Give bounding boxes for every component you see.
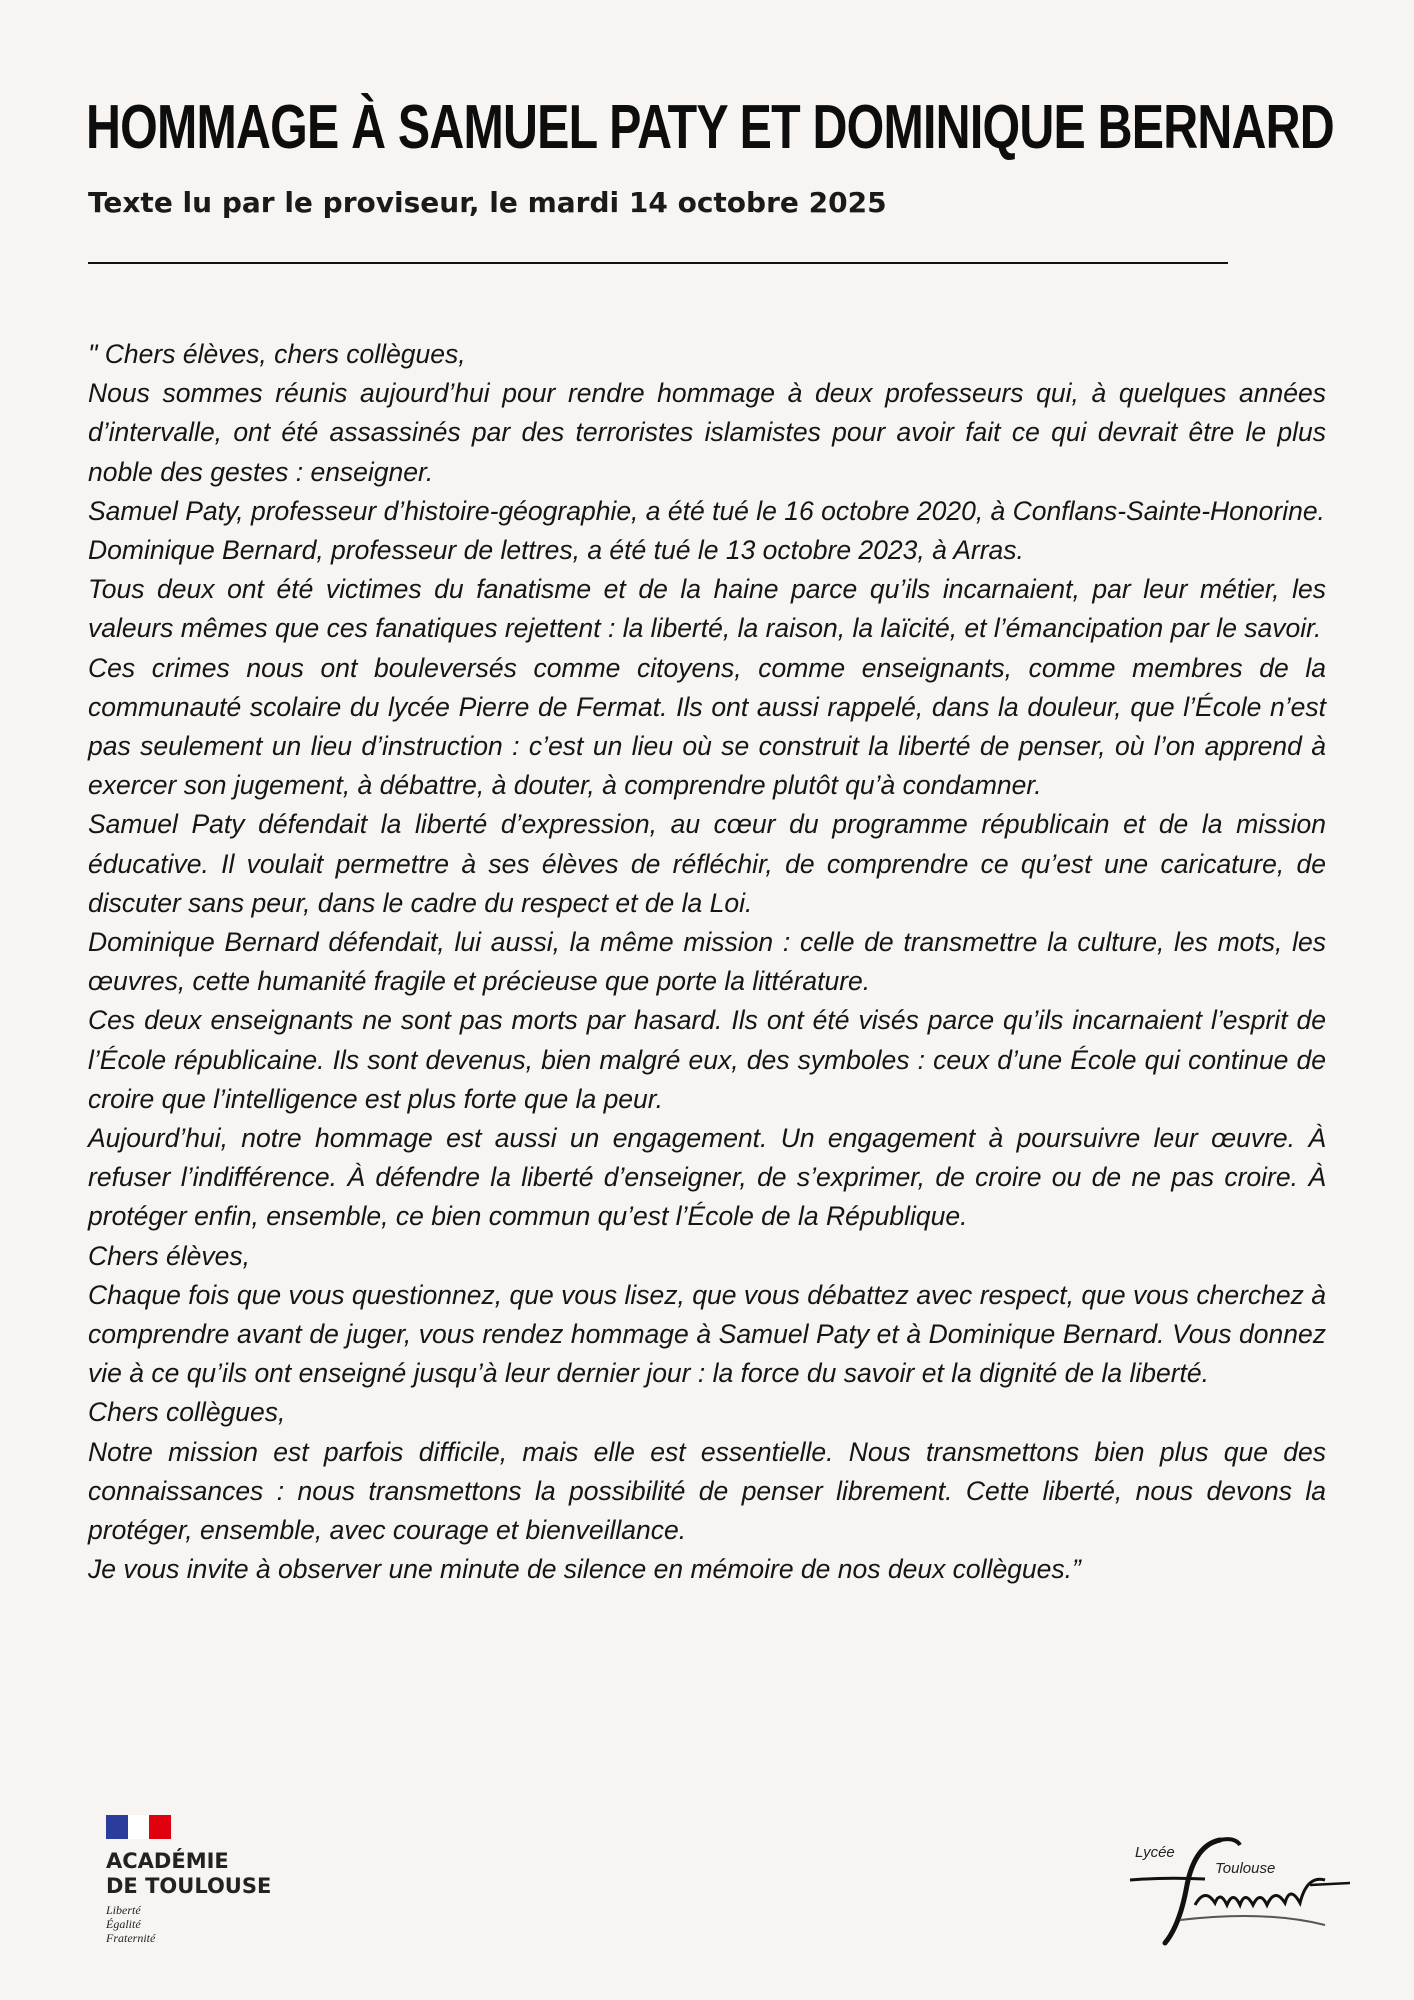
paragraph: Chers collègues, (88, 1397, 286, 1428)
paragraph: Dominique Bernard défendait, lui aussi, la même mission : celle de transmettre la culture, les mots, les œuvres, cette humanité fragile et précieuse que porte la littérature. (88, 927, 1326, 997)
paragraph: Chaque fois que vous questionnez, que vous lisez, que vous débattez avec respect, que vous cherchez à comprendre avant de juger, vous rendez hommage à Samuel Paty et à Dominique Bernard. Vous donnez vie à ce qu’ils ont enseigné jusqu’à leur dernier jour : la force du savoir et la dignité de la liberté. (88, 1279, 1326, 1389)
page-title: HOMMAGE À SAMUEL PATY ET DOMINIQUE BERNARD (86, 93, 1334, 162)
logo-toulouse-text: Toulouse (1215, 1860, 1276, 1877)
paragraph: Samuel Paty défendait la liberté d’expression, au cœur du programme républicain et de la mission éducative. Il voulait permettre à ses élèves de réfléchir, de comprendre ce qu’est une caricature, de discuter sans peur, dans le cadre du respect et de la Loi. (88, 809, 1326, 918)
devise-fraternite: Fraternité (106, 1931, 156, 1945)
academie-line1: ACADÉMIE (106, 1849, 229, 1873)
paragraph: Chers élèves, (88, 1240, 251, 1271)
paragraph: Dominique Bernard, professeur de lettres, a été tué le 13 octobre 2023, à Arras. (88, 535, 1024, 566)
paragraph: " Chers élèves, chers collègues, (88, 339, 466, 369)
title-divider (88, 262, 1228, 264)
paragraph: Je vous invite à observer une minute de silence en mémoire de nos deux collègues.” (88, 1554, 1081, 1585)
paragraph: Ces crimes nous ont bouleversés comme citoyens, comme enseignants, comme membres de la communauté scolaire du lycée Pierre de Fermat. Ils ont aussi rappelé, dans la douleur, que l’École n’est pas seulement un lieu d’instruction : c’est un lieu où se construit la liberté de penser, où l’on apprend à exercer son jugement, à débattre, à douter, à comprendre plutôt qu’à condamner. (88, 652, 1326, 801)
lycee-fermat-logo (1125, 1825, 1355, 1955)
paragraph: Samuel Paty, professeur d’histoire-géographie, a été tué le 16 octobre 2020, à Conflans-Sainte-Honorine. (88, 495, 1325, 526)
paragraph: Nous sommes réunis aujourd’hui pour rendre hommage à deux professeurs qui, à quelques années d’intervalle, ont été assassinés par des terroristes islamistes pour avoir fait ce qui devrait être le plus noble des gestes : enseigner. (88, 378, 1326, 487)
academie-toulouse-logo (106, 1815, 271, 1945)
paragraph: Ces deux enseignants ne sont pas morts par hasard. Ils ont été visés parce qu’ils incarnaient l’esprit de l’École républicaine. Ils sont devenus, bien malgré eux, des symboles : ceux d’une École qui continue de croire que l’intelligence est plus forte que la peur. (88, 1005, 1326, 1114)
devise-egalite: Égalité (106, 1917, 141, 1931)
speech-text (88, 335, 1326, 1590)
paragraph: Tous deux ont été victimes du fanatisme et de la haine parce qu’ils incarnaient, par leur métier, les valeurs mêmes que ces fanatiques rejettent : la liberté, la raison, la laïcité, et l’émancipation par le savoir. (88, 574, 1326, 644)
paragraph: Aujourd’hui, notre hommage est aussi un engagement. Un engagement à poursuivre leur œuvre. À refuser l’indifférence. À défendre la liberté d’enseigner, de s’exprimer, de croire ou de ne pas croire. À protéger enfin, ensemble, ce bien commun qu’est l’École de la République. (88, 1123, 1326, 1232)
devise-liberte: Liberté (106, 1903, 141, 1917)
academie-line2: DE TOULOUSE (106, 1874, 272, 1898)
french-flag-icon (106, 1815, 171, 1839)
logo-lycee-text: Lycée (1135, 1844, 1175, 1861)
paragraph: Notre mission est parfois difficile, mais elle est essentielle. Nous transmettons bien plus que des connaissances : nous transmettons la possibilité de penser librement. Cette liberté, nous devons la protéger, ensemble, avec courage et bienveillance. (88, 1436, 1326, 1546)
page-subtitle: Texte lu par le proviseur, le mardi 14 octobre 2025 (88, 186, 887, 219)
